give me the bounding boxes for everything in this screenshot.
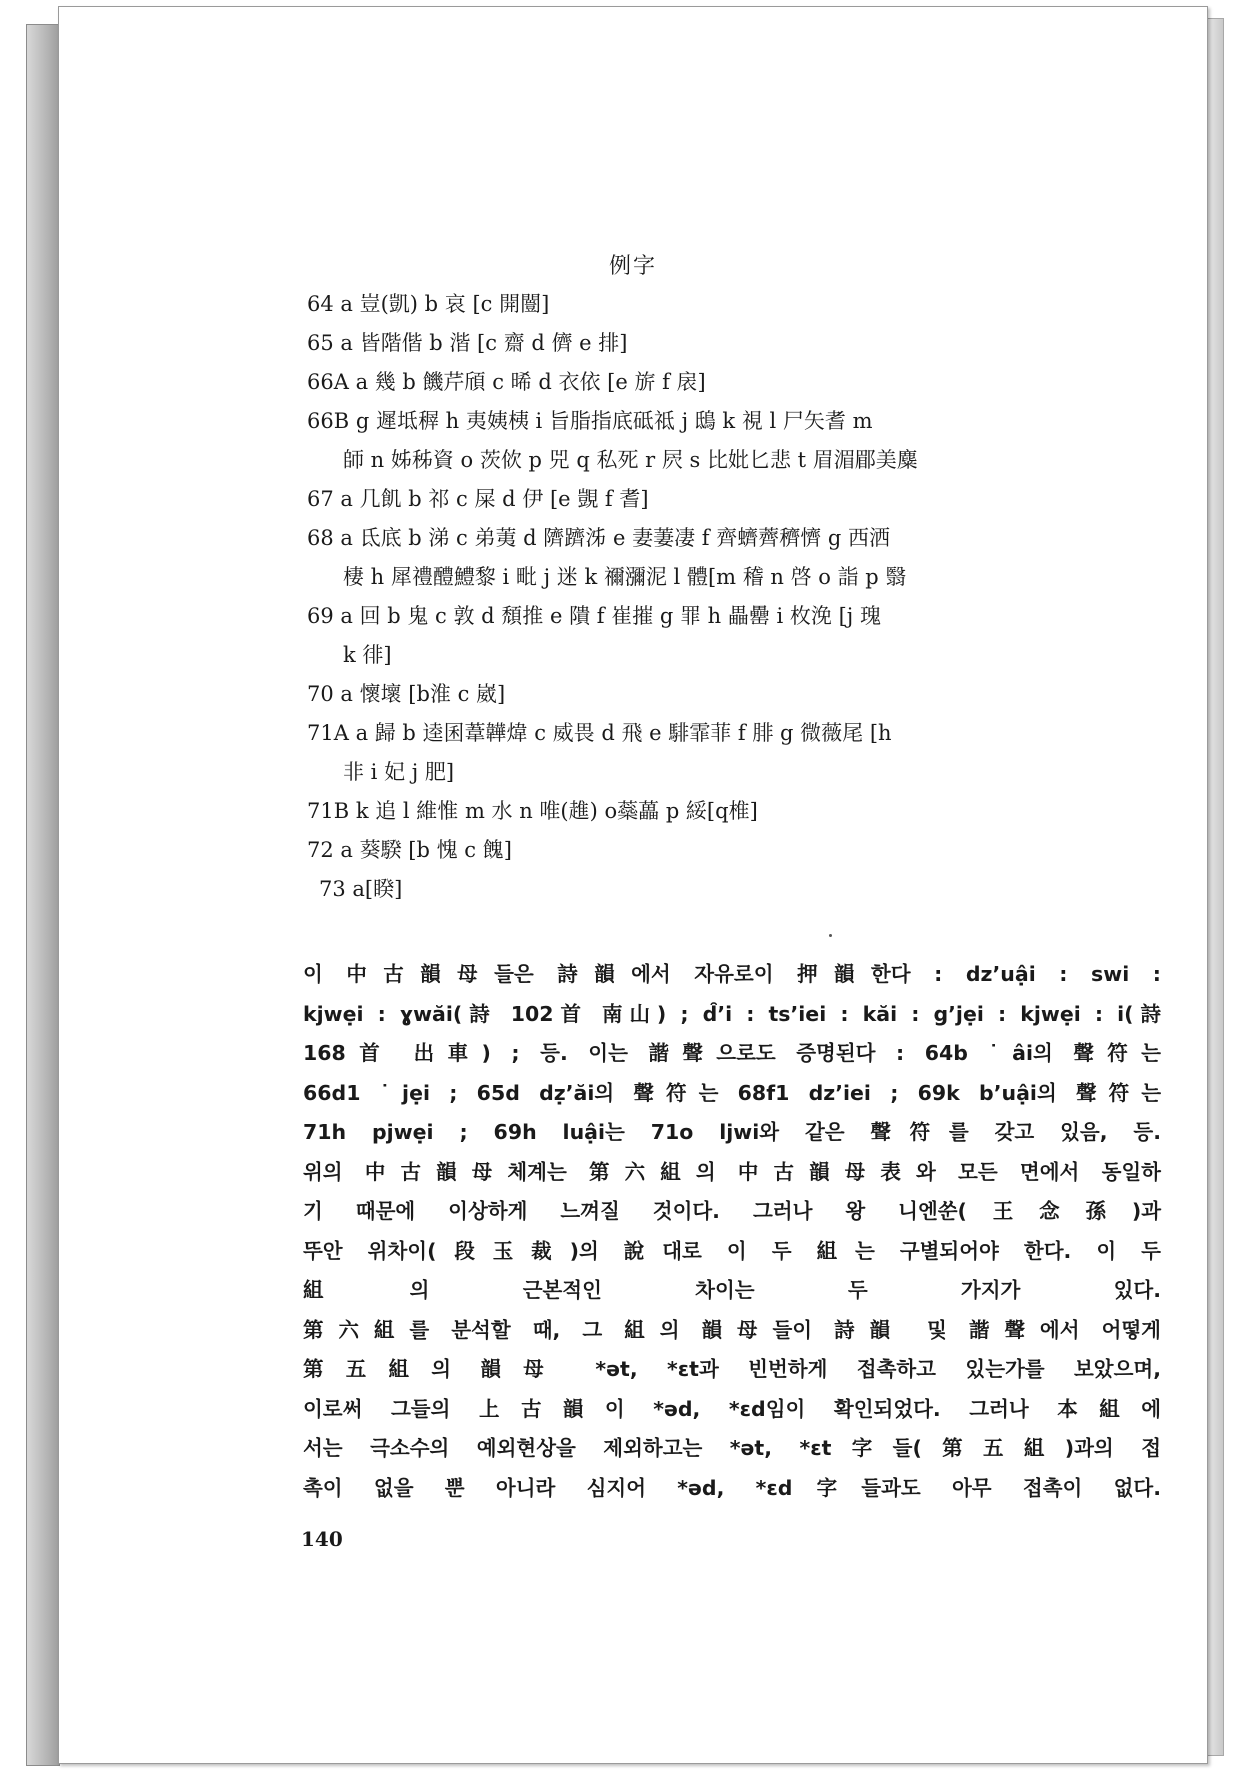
book-view [26, 6, 1224, 1766]
section-heading: 例字 [608, 254, 657, 279]
speck-mark [829, 934, 832, 937]
paragraph [303, 955, 1161, 1153]
paragraph-line: 組의 근본적인 차이는 두 가지가 있다. [303, 1278, 1161, 1302]
paragraph-line: 168首 出車) ; 등. 이는 諧聲으로도 증명된다 : 64b ˙âi의 聲符는 [303, 1041, 1161, 1065]
paragraph-line: 66d1 ˙jẹi ; 65d dẓ’ăi의 聲符는 68f1 dz’iei ; 69k b’uậi의 聲符는 [303, 1080, 1161, 1105]
example-line: 66B g 遲坻稺 h 夷姨桋 i 旨脂指底砥祗 j 鴟 k 視 l 尸矢耆 m [307, 409, 873, 433]
paragraph-line: 촉이 없을 뿐 아니라 심지어 *əd, *ɛd字들과도 아무 접촉이 없다. [303, 1475, 1161, 1500]
paragraph-line: 71h pjwẹi ; 69h luậi는 71o ljwi와 같은 聲符를 갖고 있음, 등. [303, 1120, 1161, 1144]
paragraph-line: 서는 극소수의 예외현상을 제외하고는 *ət, *ɛt字들(第五組)과의 접 [303, 1436, 1161, 1460]
body-text [303, 955, 1161, 1508]
example-line: 66A a 幾 b 饑芹頎 c 晞 d 衣依 [e 旂 f 扆] [307, 370, 706, 394]
page-stack-edge [1206, 18, 1224, 1756]
example-line: 65 a 皆階偕 b 湝 [c 齋 d 儕 e 排] [307, 331, 628, 355]
paragraph [303, 1153, 1161, 1311]
example-line: 70 a 懷壞 [b淮 c 崴] [307, 682, 506, 706]
paragraph-line: 기 때문에 이상하게 느껴질 것이다. 그러나 왕 니엔쑨(王念孫)과 [303, 1199, 1161, 1223]
example-line: 68 a 氐底 b 涕 c 弟荑 d 隮躋泲 e 妻萋凄 f 齊蠐薺穧懠 g 西洒 [307, 526, 890, 550]
paragraph [303, 1311, 1161, 1509]
paragraph-line: 이로써 그들의 上古韻이 *əd, *ɛd임이 확인되었다. 그러나 本組에 [303, 1396, 1161, 1421]
paragraph-line: 이 中古韻母들은 詩韻에서 자유로이 押韻한다 : dz’uậi : swi : [303, 962, 1161, 986]
paragraph-line: 위의 中古韻母체계는 第六組의 中古韻母表와 모든 면에서 동일하 [303, 1159, 1161, 1184]
example-line: 73 a[睽] [319, 877, 403, 901]
paragraph-line: 뚜안 위차이(段玉裁)의 說대로 이 두 組는 구별되어야 한다. 이 두 [303, 1238, 1161, 1263]
paragraph-line: 第五組의 韻母 *ət, *ɛt과 빈번하게 접촉하고 있는가를 보았으며, [303, 1357, 1161, 1381]
example-line: 師 n 姊秭資 o 茨佽 p 兕 q 私死 r 屄 s 比妣匕悲 t 眉湄郿美麋 [343, 448, 918, 472]
example-characters-list [307, 285, 1157, 909]
example-line: 64 a 豈(凱) b 哀 [c 開闓] [307, 292, 550, 316]
paragraph-line: kjwẹi : ɣwăi(詩 102首 南山) ; d̑’i : ts’iei : kăi : g’jẹi : kjwẹi : i(詩 [303, 1001, 1161, 1026]
book-spine [26, 24, 60, 1766]
example-line: k 徘] [343, 643, 392, 667]
example-line: 72 a 葵騤 [b 愧 c 餽] [307, 838, 512, 862]
example-line: 71B k 追 l 維惟 m 水 n 唯(趡) o蘂藟 p 綏[q椎] [307, 799, 758, 823]
example-line: 69 a 回 b 鬼 c 敦 d 頹推 e 隤 f 崔摧 g 罪 h 畾罍 i 枚浼 [j 瑰 [307, 604, 881, 628]
example-line: 71A a 歸 b 逵囷葦韡煒 c 威畏 d 飛 e 騑霏菲 f 腓 g 微薇尾 [h [307, 721, 892, 745]
book-page [58, 6, 1208, 1764]
page-number: 140 [301, 1527, 343, 1551]
example-line: 非 i 妃 j 肥] [343, 760, 455, 784]
paragraph-line: 第六組를 분석할 때, 그 組의 韻母들이 詩韻 및 諧聲에서 어떻게 [303, 1317, 1161, 1342]
example-line: 67 a 几飢 b 祁 c 屎 d 伊 [e 覬 f 耆] [307, 487, 649, 511]
example-line: 棲 h 犀禮醴鱧黎 i 毗 j 迷 k 禰瀰泥 l 體[m 稽 n 啓 o 詣 p 翳 [343, 565, 907, 589]
